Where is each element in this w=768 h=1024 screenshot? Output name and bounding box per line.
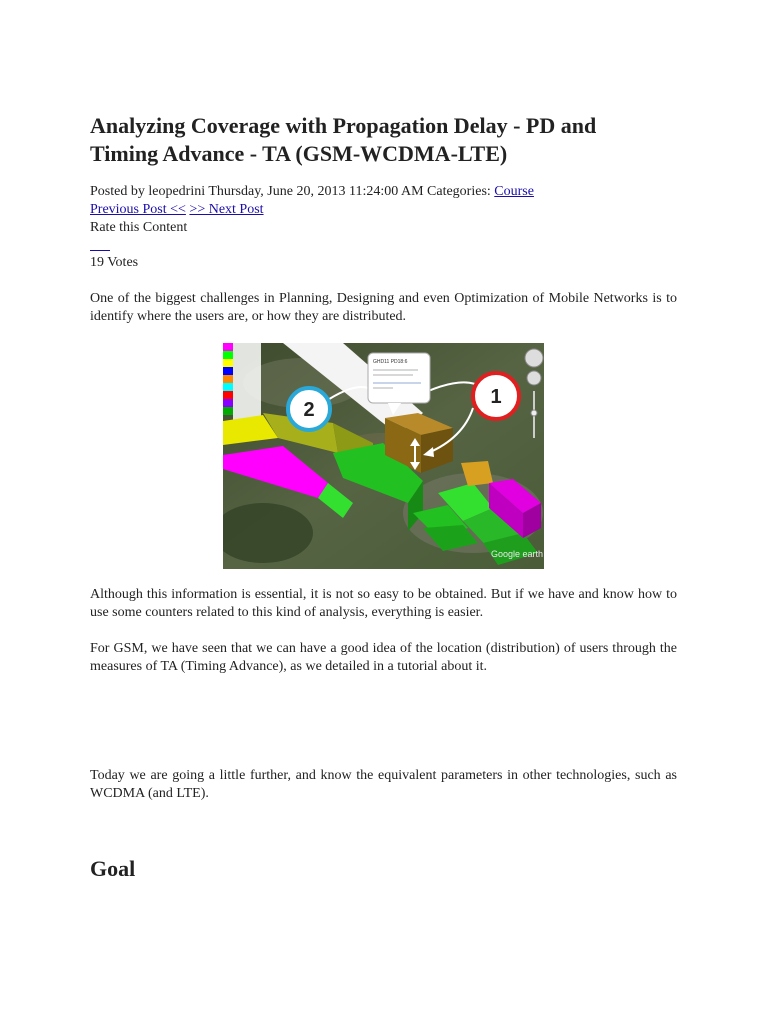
next-post-link[interactable]: >> Next Post xyxy=(189,202,264,217)
heading-goal: Goal xyxy=(90,856,136,881)
article-title: Analyzing Coverage with Propagation Delay - PD and Timing Advance - TA (GSM-WCDMA-LTE) xyxy=(90,113,597,166)
callout-2-label: 2 xyxy=(303,399,315,421)
callout-1 xyxy=(473,373,519,419)
coverage-map-image xyxy=(223,343,544,569)
post-meta-text: Posted by leopedrini Thursday, June 20, 2013 11:24:00 AM Categories: xyxy=(90,184,491,199)
zoom-handle[interactable] xyxy=(531,410,537,416)
votes-count: 19 Votes xyxy=(90,255,139,270)
callout-2 xyxy=(288,388,330,430)
google-earth-watermark: Google earth xyxy=(491,549,544,559)
rate-label: Rate this Content xyxy=(90,220,188,235)
paragraph-essential: Although this information is essential, it is not so easy to be obtained. But if we have and know how to use some counters related to this kind of analysis, everything is easier. xyxy=(90,587,677,620)
post-meta xyxy=(90,183,534,201)
compass-icon[interactable] xyxy=(525,349,543,367)
category-link[interactable]: Course xyxy=(494,184,534,199)
paragraph-today: Today we are going a little further, and know the equivalent parameters in other technologies, such as WCDMA (and LTE). xyxy=(90,768,677,801)
color-legend xyxy=(223,343,261,423)
post-navigation xyxy=(90,201,264,219)
coverage-map-illustration xyxy=(223,343,544,569)
rating-link[interactable] xyxy=(90,236,110,251)
previous-post-link[interactable]: Previous Post << xyxy=(90,202,186,217)
paragraph-gsm: For GSM, we have seen that we can have a good idea of the location (distribution) of users through the measures of TA (Timing Advance), as we detailed in a tutorial about it. xyxy=(90,641,677,674)
paragraph-intro: One of the biggest challenges in Planning, Designing and even Optimization of Mobile Networks is to identify where the users are, or how they are distributed. xyxy=(90,291,677,324)
popup-title: GHD11 PD18:6 xyxy=(373,359,408,365)
pan-icon[interactable] xyxy=(527,371,541,385)
callout-1-label: 1 xyxy=(490,386,502,408)
